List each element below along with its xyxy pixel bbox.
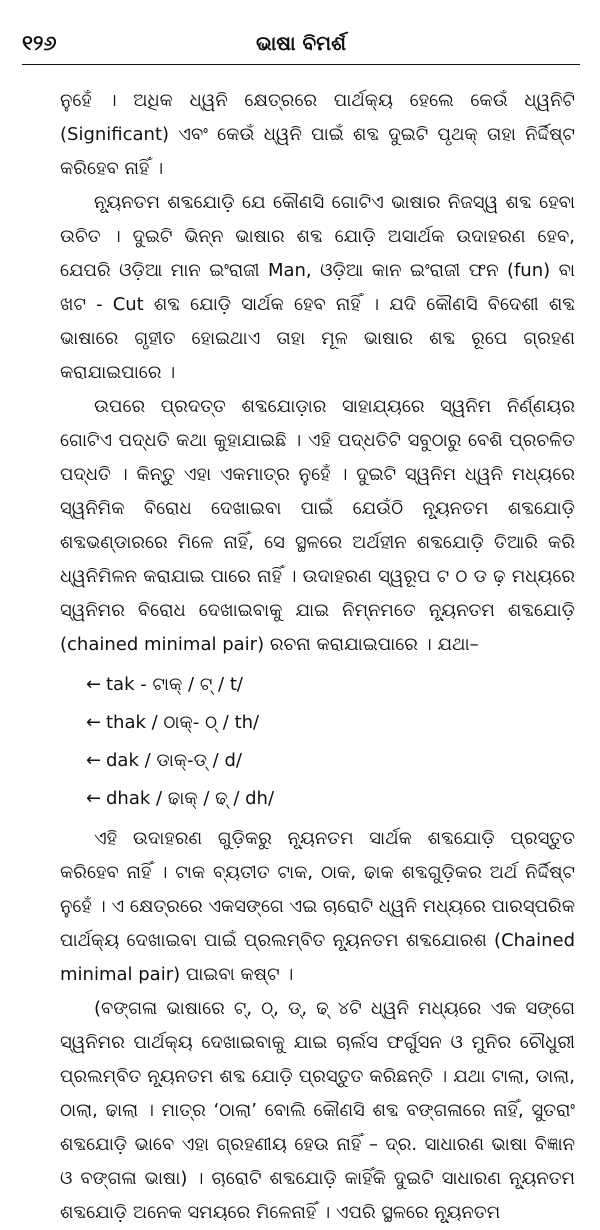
example-list bbox=[60, 666, 575, 818]
page-number: ୧୨୬ bbox=[22, 31, 57, 55]
paragraph-1: ନୁହେଁ । ଅଧିକ ଧ୍ୱନି କ୍ଷେତ୍ରରେ ପାର୍ଥକ୍ୟ ହେଲେ କେଉଁ ଧ୍ୱନିଟି (Significant) ଏବଂ କେଉଁ ଧ୍ୱନି ପାଇଁ ଶବ୍ଦ ଦୁଇଟି ପୃଥକ୍ ତାହା ନିର୍ଦ୍ଦିଷ୍ଟ କରିହେବ ନାହିଁ । bbox=[60, 90, 575, 179]
paragraph-2: ନ୍ୟୂନତମ ଶବ୍ଦଯୋଡ଼ି ଯେ କୌଣସି ଗୋଟିଏ ଭାଷାର ନିଜସ୍ୱ ଶବ୍ଦ ହେବା ଉଚିତ । ଦୁଇଟି ଭିନ୍ନ ଭାଷାର ଶବ୍ଦ ଯୋଡ଼ି ଅସାର୍ଥକ ଉଦାହରଣ ହେବ, ଯେପରି ଓଡ଼ିଆ ମାନ ଇଂରାଜୀ Man, ଓଡ଼ିଆ କାନ ଇଂରାଜୀ ଫନ (fun) ବା ଖଟ - Cut ଶବ୍ଦ ଯୋଡ଼ି ସାର୍ଥକ ହେବ ନାହିଁ । ଯଦି କୌଣସି ବିଦେଶୀ ଶବ୍ଦ ଭାଷାରେ ଗୃହୀତ ହୋଇଥାଏ ତାହା ମୂଳ ଭାଷାର ଶବ୍ଦ ରୂପେ ଗ୍ରହଣ କରାଯାଇପାରେ । bbox=[60, 192, 575, 383]
header-rule bbox=[22, 64, 580, 65]
page-header bbox=[22, 28, 580, 62]
example-text: dak / ଡାକ୍-ଡ୍ / d/ bbox=[106, 750, 242, 771]
paragraph-4: ଏହି ଉଦାହରଣ ଗୁଡ଼ିକରୁ ନ୍ୟୂନତମ ସାର୍ଥକ ଶବ୍ଦଯୋଡ଼ି ପ୍ରସ୍ତୁତ କରିହେବ ନାହିଁ । ଟାକ ବ୍ୟତୀତ ଟାକ, ଠାକ, ଢାକ ଶବ୍ଦଗୁଡ଼ିକର ଅର୍ଥ ନିର୍ଦ୍ଦିଷ୍ଟ ନୁହେଁ । ଏ କ୍ଷେତ୍ରରେ ଏକସଙ୍ଗେ ଏଇ ଚାରୋଟି ଧ୍ୱନି ମଧ୍ୟରେ ପାରସ୍ପରିକ ପାର୍ଥକ୍ୟ ଦେଖାଇବା ପାଇଁ ପ୍ରଲମ୍ବିତ ନ୍ୟୂନତମ ଶବ୍ଦଯୋରଶ (Chained minimal pair) ପାଇବା କଷ୍ଟ । bbox=[60, 828, 575, 985]
example-text: thak / ଠାକ୍- ଠ୍ / th/ bbox=[106, 712, 260, 733]
left-arrow-icon: ← bbox=[86, 750, 102, 771]
example-item bbox=[60, 742, 575, 780]
example-item bbox=[60, 704, 575, 742]
example-item bbox=[60, 780, 575, 818]
example-item bbox=[60, 666, 575, 704]
left-arrow-icon: ← bbox=[86, 674, 102, 695]
left-arrow-icon: ← bbox=[86, 788, 102, 809]
page-body bbox=[60, 84, 575, 1230]
running-title: ଭାଷା ବିମର୍ଶ bbox=[255, 31, 347, 55]
paragraph-5: (ବଙ୍ଗଳା ଭାଷାରେ ଟ୍, ଠ୍, ଡ୍, ଢ୍ ୪ଟି ଧ୍ୱନି ମଧ୍ୟରେ ଏକ ସଙ୍ଗେ ସ୍ୱନିମର ପାର୍ଥକ୍ୟ ଦେଖାଇବାକୁ ଯାଇ ଚାର୍ଲସ ଫର୍ଗୁସନ ଓ ମୁନିର ଚୌଧୁରୀ ପ୍ରଲମ୍ବିତ ନ୍ୟୂନତମ ଶବ୍ଦ ଯୋଡ଼ି ପ୍ରସ୍ତୁତ କରିଛନ୍ତି । ଯଥା ଟାଲା, ଡାଲା, ଠାଲା, ଢାଲା । ମାତ୍ର ‘ଠାଲା’ ବୋଲି କୌଣସି ଶବ୍ଦ ବଙ୍ଗଳାରେ ନାହିଁ, ସୁତରାଂ ଶବ୍ଦଯୋଡ଼ି ଭାବେ ଏହା ଗ୍ରହଣୀୟ ହେଉ ନାହିଁ – ଦ୍ର. ସାଧାରଣ ଭାଷା ବିଜ୍ଞାନ ଓ ବଙ୍ଗଳା ଭାଷା) । ଚାରୋଟି ଶବ୍ଦଯୋଡ଼ି କାହିଁକି ଦୁଇଟି ସାଧାରଣ ନ୍ୟୂନତମ ଶବ୍ଦଯୋଡ଼ି ଅନେକ ସମୟରେ ମିଳେନାହିଁ । ଏପରି ସ୍ଥଳରେ ନ୍ୟୂନତମ bbox=[60, 998, 575, 1223]
left-arrow-icon: ← bbox=[86, 712, 102, 733]
example-text: tak - ଟାକ୍ / ଟ୍ / t/ bbox=[106, 674, 243, 695]
example-text: dhak / ଢାକ୍ / ଢ୍ / dh/ bbox=[106, 788, 275, 809]
paragraph-3: ଉପରେ ପ୍ରଦତ୍ତ ଶବ୍ଦଯୋଡ଼ାର ସାହାଯ୍ୟରେ ସ୍ୱନିମ ନିର୍ଣ୍ଣୟର ଗୋଟିଏ ପଦ୍ଧତି କଥା କୁହାଯାଇଛି । ଏହି ପଦ୍ଧତିଟି ସବୁଠାରୁ ବେଶି ପ୍ରଚଳିତ ପଦ୍ଧତି । କିନ୍ତୁ ଏହା ଏକମାତ୍ର ନୁହେଁ । ଦୁଇଟି ସ୍ୱନିମ ଧ୍ୱନି ମଧ୍ୟରେ ସ୍ୱନିମିକ ବିରୋଧ ଦେଖାଇବା ପାଇଁ ଯେଉଁଠି ନ୍ୟୂନତମ ଶବ୍ଦଯୋଡ଼ି ଶବ୍ଦଭଣ୍ଡାରରେ ମିଳେ ନାହିଁ, ସେ ସ୍ଥଳରେ ଅର୍ଥହୀନ ଶବ୍ଦଯୋଡ଼ି ତିଆରି କରି ଧ୍ୱନିମିଳନ କରାଯାଇ ପାରେ ନାହିଁ । ଉଦାହରଣ ସ୍ୱରୂପ ଟ ଠ ଡ ଢ଼ ମଧ୍ୟରେ ସ୍ୱନିମର ବିରୋଧ ଦେଖାଇବାକୁ ଯାଇ ନିମ୍ନମତେ ନ୍ୟୂନତମ ଶବ୍ଦଯୋଡ଼ି (chained minimal pair) ରଚନା କରାଯାଇପାରେ । ଯଥା– bbox=[60, 396, 575, 655]
